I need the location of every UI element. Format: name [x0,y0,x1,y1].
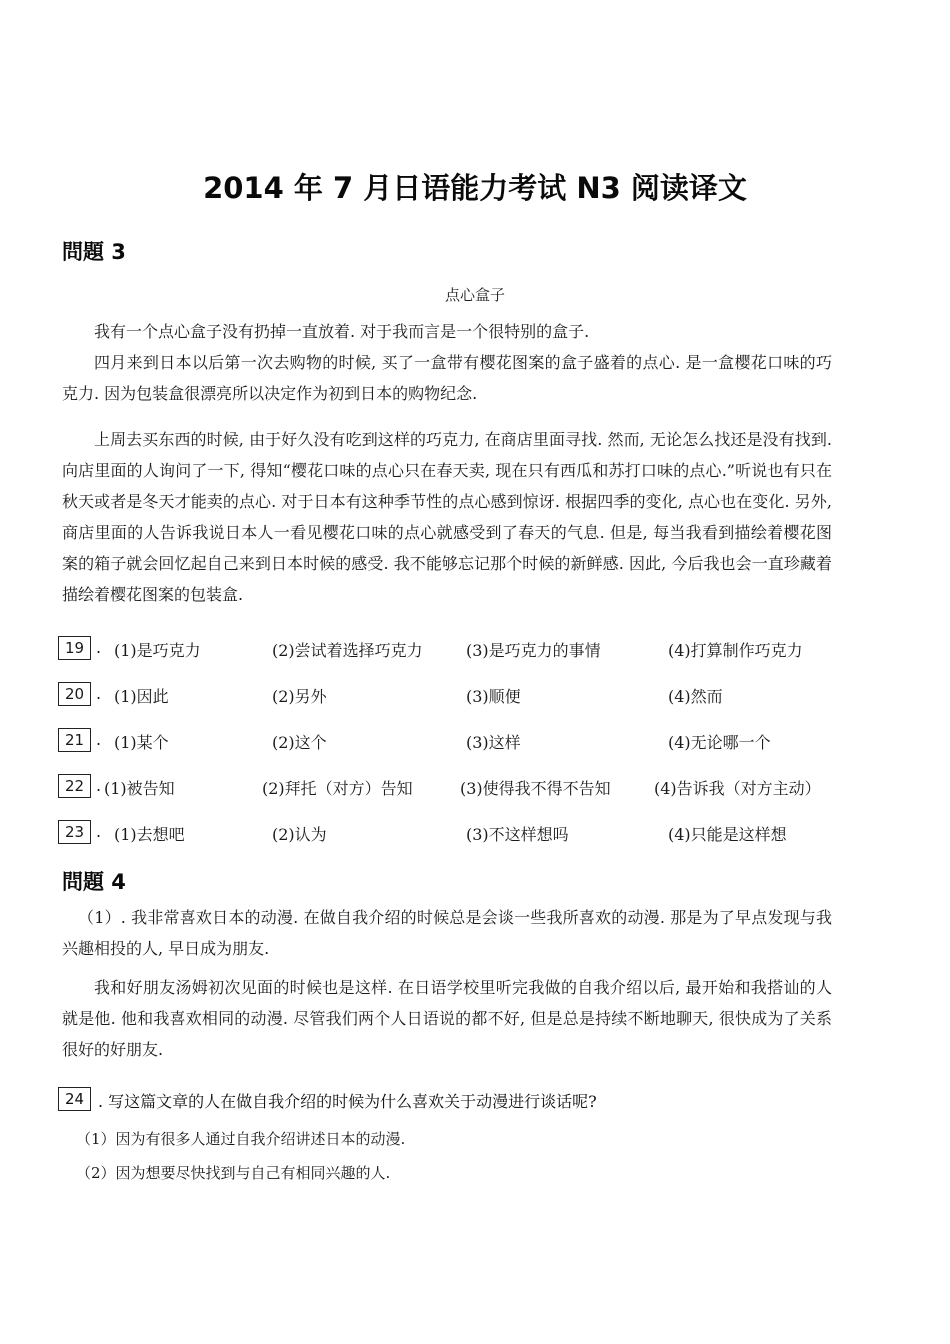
option: (2)这个 [272,733,327,752]
option: (4)只能是这样想 [668,825,787,844]
question-row [58,1087,858,1113]
question-number-box: 23 [58,820,91,844]
passage-paragraph: 我有一个点心盒子没有扔掉一直放着. 对于我而言是一个很特别的盒子. [94,322,590,341]
section-heading-4: 問題 4 [62,870,126,894]
option: (4)打算制作巧克力 [668,641,803,660]
question-row [58,774,858,800]
passage-paragraph: 上周去买东西的时候, 由于好久没有吃到这样的巧克力, 在商店里面寻找. 然而, 无论怎么找还是没有找到. 向店里面的人询问了一下, 得知“樱花口味的点心只在春天卖, 现在只有西瓜和苏打口味的点心.”听说也有只在秋天或者是冬天才能卖的点心. 对于日本有这种季节性的点心感到惊讶. 根据四季的变化, 点心也在变化. 另外, 商店里面的人告诉我说日本人一看见樱花口味的点心就感受到了春天的气息. 但是, 每当我看到描绘着樱花图案的箱子就会回忆起自己来到日本时候的感受. 我不能够忘记那个时候的新鲜感. 因此, 今后我也会一直珍藏着描绘着樱花图案的包装盒. [62,430,832,604]
question-dot: . [96,822,102,841]
answer-option: （2）因为想要尽快找到与自己有相同兴趣的人. [76,1164,391,1182]
question-row [58,636,858,662]
question-row [58,682,858,708]
question-dot: . [96,684,102,703]
question-dot: . [96,776,102,795]
option: (1)某个 [114,733,169,752]
section-heading-3: 問題 3 [62,240,126,264]
answer-option: （1）因为有很多人通过自我介绍讲述日本的动漫. [76,1130,406,1148]
option: (3)顺便 [466,687,521,706]
option: (4)无论哪一个 [668,733,771,752]
option: (2)拜托（对方）告知 [262,779,413,798]
page-title: 2014 年 7 月日语能力考试 N3 阅读译文 [203,171,747,205]
option: (3)使得我不得不告知 [460,779,611,798]
option: (4)告诉我（对方主动） [654,779,821,798]
option: (1)因此 [114,687,169,706]
option: (3)是巧克力的事情 [466,641,601,660]
question-number-box: 24 [58,1087,91,1111]
question-number-box: 22 [58,774,91,798]
option: (2)认为 [272,825,327,844]
option: (3)不这样想吗 [466,825,569,844]
question-row [58,728,858,754]
question-dot: . [96,730,102,749]
option: (2)另外 [272,687,327,706]
question-number-box: 20 [58,682,91,706]
option: (1)去想吧 [114,825,185,844]
question-text: . 写这篇文章的人在做自我介绍的时候为什么喜欢关于动漫进行谈话呢? [98,1092,597,1111]
passage-paragraph: 我和好朋友汤姆初次见面的时候也是这样. 在日语学校里听完我做的自我介绍以后, 最开始和我搭讪的人就是他. 他和我喜欢相同的动漫. 尽管我们两个人日语说的都不好, 但是总是持续不断地聊天, 很快成为了关系很好的好朋友. [62,978,832,1059]
passage-paragraph: （1）. 我非常喜欢日本的动漫. 在做自我介绍的时候总是会谈一些我所喜欢的动漫. 那是为了早点发现与我兴趣相投的人, 早日成为朋友. [62,908,832,958]
question-number-box: 19 [58,636,91,660]
option: (1)是巧克力 [114,641,201,660]
passage-title: 点心盒子 [444,286,505,304]
option: (3)这样 [466,733,521,752]
question-row [58,820,858,846]
option: (2)尝试着选择巧克力 [272,641,423,660]
option: (1)被告知 [104,779,175,798]
question-number-box: 21 [58,728,91,752]
option: (4)然而 [668,687,723,706]
question-dot: . [96,638,102,657]
passage-paragraph: 四月来到日本以后第一次去购物的时候, 买了一盒带有樱花图案的盒子盛着的点心. 是一盒樱花口味的巧克力. 因为包装盒很漂亮所以决定作为初到日本的购物纪念. [62,353,832,403]
